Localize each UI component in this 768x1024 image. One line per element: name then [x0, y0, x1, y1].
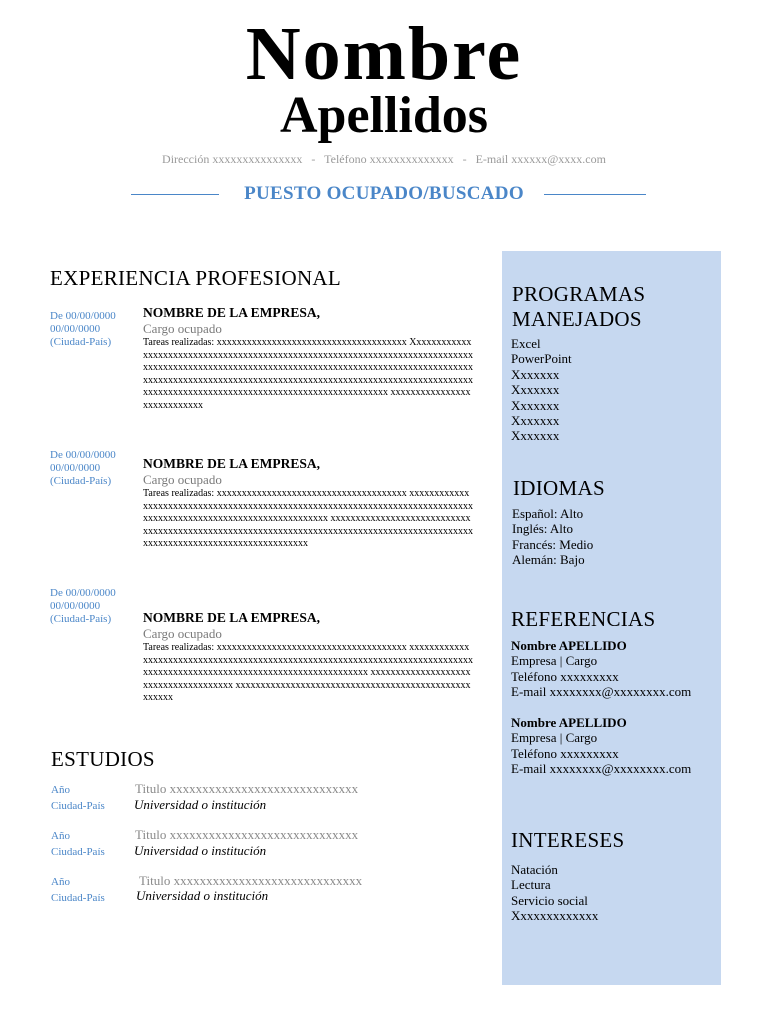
- job-2-position: Cargo ocupado: [143, 472, 222, 487]
- experience-title: EXPERIENCIA PROFESIONAL: [50, 266, 342, 290]
- job-2-company: NOMBRE DE LA EMPRESA,: [143, 456, 321, 471]
- job-1-tasks: Tareas realizadas: xxxxxxxxxxxxxxxxxxxxxxxxxxxxxxxxxxxxxx Xxxxxxxxxxxxxxxxxxxxxxxxxxxxxxxxxxxxxxxxxxxxxxxxxxxxxxxxxxxxxxxxxxxxxxxxxxxxxxxxxxxxxxxxxxxxxxxxxxxxxxxxxxxxxxxxxxxxxxxxxxxxxxxxxxxxxxxxxxxxxxxxxxxxxxxxxxxxxxxxxxxxxxxxxxxxxxxxxxxxxxxxxxxxxxxxxxxxxxxxxxxxxxxxxxxxxxxxxxxxxxxxxxxxxxxxxxxxxxxxxxxxxxxxxxxxxxxxxxx xxxxxxxxxxxxxxxxxxxxxxxxxxxx: [143, 337, 473, 411]
- reference-1-phone: Teléfono xxxxxxxxx: [511, 668, 619, 684]
- interest-item: Xxxxxxxxxxxxx: [511, 908, 599, 924]
- interest-item: Lectura: [511, 877, 551, 893]
- reference-1: [511, 638, 691, 700]
- program-item: Excel: [511, 336, 541, 351]
- language-item: Alemán: Bajo: [512, 552, 585, 568]
- references-title: REFERENCIAS: [511, 607, 656, 631]
- language-item: Francés: Medio: [512, 536, 594, 552]
- program-item: Xxxxxxx: [511, 382, 560, 398]
- job-2-dates: De 00/00/0000 00/00/0000 (Ciudad-País): [50, 449, 116, 487]
- job-2-tasks: Tareas realizadas: xxxxxxxxxxxxxxxxxxxxxxxxxxxxxxxxxxxxxx xxxxxxxxxxxxxxxxxxxxxxxxxxxxxxxxxxxxxxxxxxxxxxxxxxxxxxxxxxxxxxxxxxxxxxxxxxxxxxxxxxxxxxxxxxxxxxxxxxxxxxxxxxxxxxxxxxx xxxxxxxxxxxxxxxxxxxxxxxxxxxxxxxxxxxxxxxxxxxxxxxxxxxxxxxxxxxxxxxxxxxxxxxxxxxxxxxxxxxxxxxxxxxxxxxxxxxxxxxxxxxxxxxxxxxxxxxxxxxxxxx: [143, 488, 473, 550]
- education-3-year-city: Año Ciudad-País: [51, 876, 105, 904]
- language-item: Inglés: Alto: [512, 521, 574, 537]
- job-3-dates: De 00/00/0000 00/00/0000 (Ciudad-País): [50, 587, 116, 625]
- job-2: [143, 456, 473, 551]
- interests-title: INTERESES: [511, 828, 625, 852]
- job-1-position: Cargo ocupado: [143, 321, 222, 336]
- job-1-dates: De 00/00/0000 00/00/0000 (Ciudad-País): [50, 310, 116, 348]
- reference-2: [511, 715, 691, 777]
- first-name: Nombre: [245, 12, 523, 96]
- programs-title-line1: PROGRAMAS: [512, 282, 646, 306]
- education-3-institution: Universidad o institución: [136, 888, 269, 903]
- reference-1-name: Nombre APELLIDO: [511, 638, 627, 653]
- programs-title-line2: MANEJADOS: [512, 307, 642, 331]
- education-1-institution: Universidad o institución: [134, 797, 267, 812]
- education-title: ESTUDIOS: [51, 747, 155, 771]
- interest-item: Servicio social: [511, 892, 588, 908]
- program-item: Xxxxxxx: [511, 397, 560, 413]
- languages-title: IDIOMAS: [513, 476, 605, 500]
- job-1: [143, 305, 473, 413]
- interests-list: [511, 862, 598, 924]
- education-2-title: Titulo xxxxxxxxxxxxxxxxxxxxxxxxxxxxx: [135, 827, 359, 842]
- job-3-position: Cargo ocupado: [143, 626, 222, 641]
- reference-1-company: Empresa | Cargo: [511, 653, 598, 669]
- reference-1-email: E-mail xxxxxxxx@xxxxxxxx.com: [511, 684, 692, 700]
- contact-line: Dirección xxxxxxxxxxxxxxx - Teléfono xxxxxxxxxxxxxx - E-mail xxxxxx@xxxx.com: [162, 152, 606, 166]
- job-title: PUESTO OCUPADO/BUSCADO: [244, 183, 524, 204]
- program-item: Xxxxxxx: [511, 366, 560, 382]
- languages-list: [512, 506, 593, 568]
- program-item: Xxxxxxx: [511, 428, 560, 444]
- education-2-institution: Universidad o institución: [134, 843, 267, 858]
- programs-list: [511, 336, 572, 444]
- job-3: [143, 610, 473, 705]
- program-item: Xxxxxxx: [511, 413, 560, 429]
- education-2-year-city: Año Ciudad-País: [51, 830, 105, 858]
- last-name: Apellidos: [279, 87, 489, 144]
- education-3-title: Titulo xxxxxxxxxxxxxxxxxxxxxxxxxxxxx: [139, 873, 363, 888]
- education-1-title: Titulo xxxxxxxxxxxxxxxxxxxxxxxxxxxxx: [135, 781, 359, 796]
- job-1-company: NOMBRE DE LA EMPRESA,: [143, 305, 321, 320]
- reference-2-phone: Teléfono xxxxxxxxx: [511, 745, 619, 761]
- program-item: PowerPoint: [511, 351, 572, 367]
- education-1-year-city: Año Ciudad-País: [51, 784, 105, 812]
- job-3-tasks: Tareas realizadas: xxxxxxxxxxxxxxxxxxxxxxxxxxxxxxxxxxxxxx xxxxxxxxxxxxxxxxxxxxxxxxxxxxxxxxxxxxxxxxxxxxxxxxxxxxxxxxxxxxxxxxxxxxxxxxxxxxxxxxxxxxxxxxxxxxxxxxxxxxxxxxxxxxxxxxxxxxxxxxxxx xxxxxxxxxxxxxxxxxxxxxxxxxxxxxxxxxxxxxx xxxxxxxxxxxxxxxxxxxxxxxxxxxxxxxxxxxxxxxxxxxxxxxxxxxxx: [143, 642, 473, 704]
- job-3-company: NOMBRE DE LA EMPRESA,: [143, 610, 321, 625]
- reference-2-email: E-mail xxxxxxxx@xxxxxxxx.com: [511, 761, 692, 777]
- language-item: Español: Alto: [512, 506, 584, 521]
- programs-title: [512, 282, 645, 332]
- title-divider-right: [544, 194, 646, 195]
- reference-2-name: Nombre APELLIDO: [511, 715, 627, 730]
- reference-2-company: Empresa | Cargo: [511, 730, 598, 746]
- interest-item: Natación: [511, 862, 558, 877]
